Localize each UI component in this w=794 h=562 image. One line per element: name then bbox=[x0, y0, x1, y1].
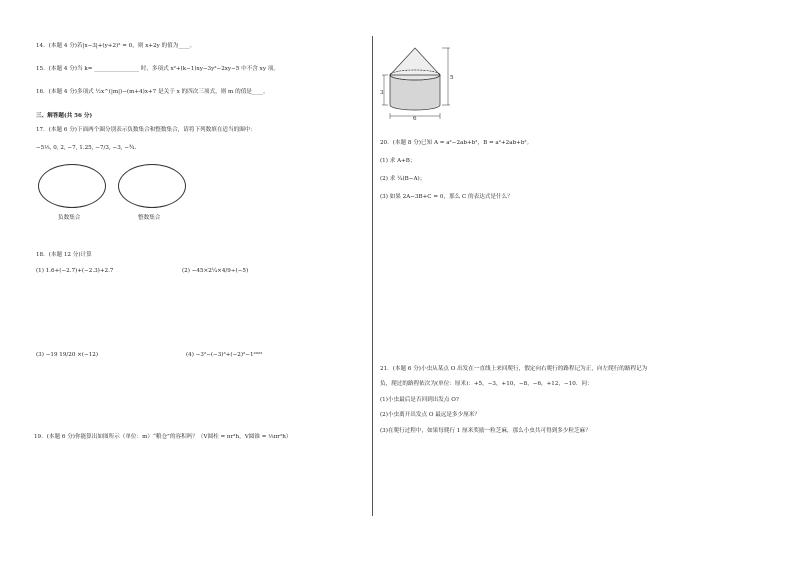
question-18-part-3: (3) −19 19/20 ×(−12) bbox=[36, 352, 99, 358]
question-20-part-3: (3) 如果 2A−3B+C = 0，那么 C 的表达式是什么？ bbox=[380, 194, 513, 200]
question-21-part-3: (3)在爬行过程中，如果每爬行 1 厘米奖励一粒芝麻，那么小虫共可得到多少粒芝麻？ bbox=[380, 428, 591, 434]
question-14: 14．(本题 4 分)若|x−3|+(y+2)² = 0，则 x+2y 的值为____。 bbox=[36, 43, 196, 49]
question-17-numbers: −5⅓, 0, 2, −7, 1.25, −7/3, −3, −¾. bbox=[36, 145, 137, 151]
negative-set-ellipse bbox=[38, 164, 106, 208]
figure-total-height-label: 5 bbox=[450, 75, 454, 81]
question-20: 20．(本题 8 分)已知 A = a²−2ab+b²，B = a²+2ab+b²。 bbox=[380, 140, 533, 146]
integer-set-label: 整数集合 bbox=[138, 215, 161, 221]
question-18-part-4: (4) −3²−(−3)³+(−2)²−1²⁰²² bbox=[186, 352, 263, 358]
question-21-line-2: 负，爬过的路程依次为(单位：厘米)：+5，−3，+10，−8，−6，+12，−10．问： bbox=[380, 381, 593, 387]
negative-set-label: 负数集合 bbox=[58, 215, 81, 221]
question-16: 16．(本题 4 分)多项式 ½x^(|m|)−(m+4)x+7 是关于 x 的四次三项式，则 m 的值是____。 bbox=[36, 89, 269, 95]
section-3-heading: 三、解答题(共 56 分) bbox=[36, 113, 93, 119]
question-21-line-1: 21．(本题 6 分)小虫从某点 O 出发在一直线上来回爬行，假定向右爬行的路程记为正，向左爬行的路程记为 bbox=[380, 366, 648, 372]
question-15: 15．(本题 4 分)当 k= ________________ 时，多项式 x²+(k−1)xy−3y²−2xy−5 中不含 xy 项。 bbox=[36, 66, 279, 72]
question-20-part-1: (1) 求 A+B； bbox=[380, 158, 416, 164]
figure-diameter-label: 6 bbox=[413, 116, 417, 122]
question-19: 19．(本题 6 分)你能算出如图所示（单位：m）“粮仓”的容积吗？（V圆柱 = πr²h，V圆锥 = ⅓πr²h） bbox=[34, 434, 292, 440]
question-21-part-1: (1)小虫最后是否回到出发点 O? bbox=[380, 397, 459, 403]
question-20-part-2: (2) 求 ¼(B−A)； bbox=[380, 176, 426, 182]
question-21-part-2: (2)小虫离开出发点 O 最远是多少厘米？ bbox=[380, 412, 480, 418]
question-17: 17．(本题 6 分)下面两个圈分别表示负数集合和整数集合，请将下列数填在适当的圈中： bbox=[36, 127, 256, 133]
granary-figure bbox=[378, 40, 458, 122]
column-divider bbox=[372, 36, 373, 516]
question-18-part-2: (2) −45×2¼×4/9÷(−5) bbox=[182, 268, 249, 274]
integer-set-ellipse bbox=[118, 164, 186, 208]
question-18: 18．(本题 12 分)计算 bbox=[36, 252, 92, 258]
question-18-part-1: (1) 1.6+(−2.7)+(−2.3)+2.7 bbox=[36, 268, 114, 274]
figure-cylinder-height-label: 3 bbox=[380, 90, 384, 96]
